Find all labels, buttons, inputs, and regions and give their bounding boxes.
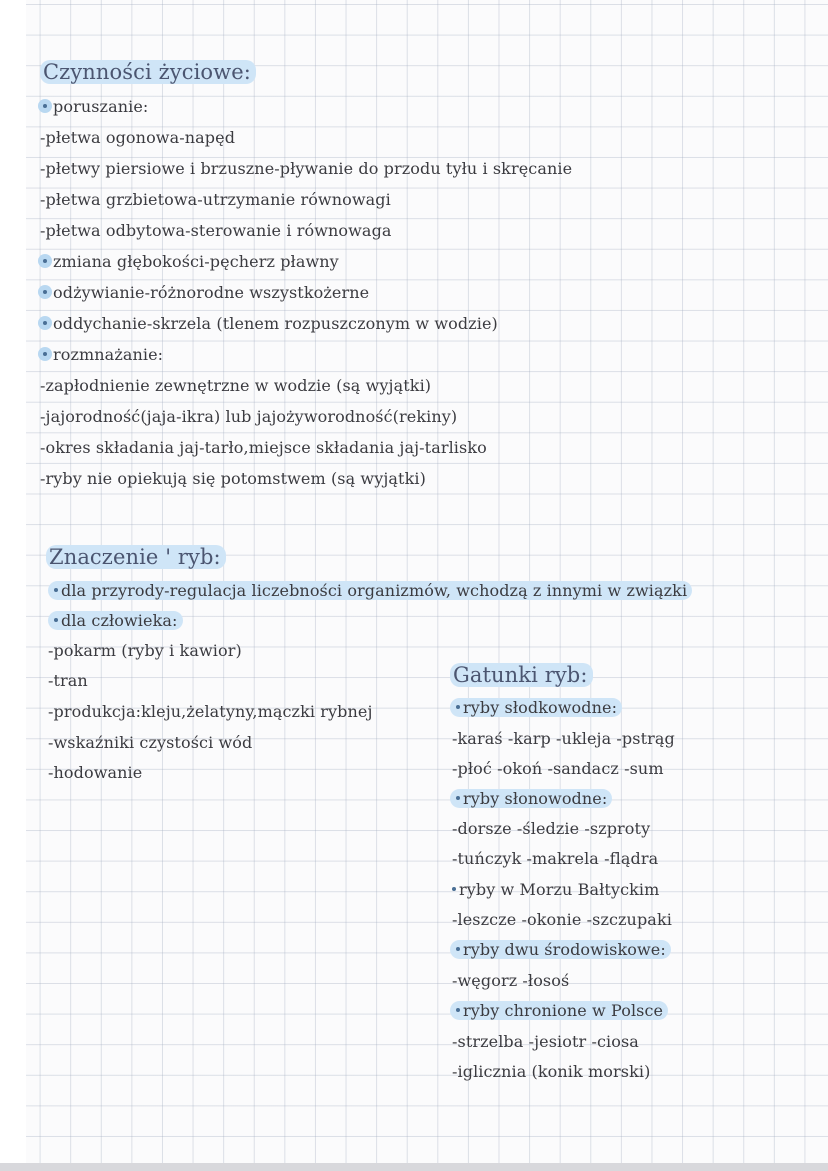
list-item: -hodowanie	[48, 763, 143, 782]
list-item: -ryby nie opiekują się potomstwem (są wyjątki)	[40, 469, 426, 488]
bullet-icon	[456, 705, 460, 709]
section-title-czynnosci: Czynności życiowe:	[40, 58, 256, 86]
bullet-icon	[38, 285, 52, 299]
list-item: -leszcze -okonie -szczupaki	[452, 910, 672, 929]
bullet-icon	[456, 796, 460, 800]
list-item: -pokarm (ryby i kawior)	[48, 641, 242, 660]
bullet-item: ryby dwu środowiskowe:	[450, 939, 671, 961]
bullet-icon	[54, 588, 58, 592]
list-item: -płetwy piersiowe i brzuszne-pływanie do przodu tyłu i skręcanie	[40, 159, 573, 178]
section-title-gatunki: Gatunki ryb:	[450, 661, 593, 689]
list-item: -strzelba -jesiotr -ciosa	[452, 1032, 639, 1051]
bullet-item: dla przyrody-regulacja liczebności organizmów, wchodzą z innymi w związki	[48, 580, 692, 602]
list-item: -okres składania jaj-tarło,miejsce składania jaj-tarlisko	[40, 438, 487, 457]
bullet-item: odżywianie-różnorodne wszystkożerne	[38, 282, 369, 304]
bullet-item: zmiana głębokości-pęcherz pławny	[38, 251, 339, 273]
bullet-icon	[452, 887, 456, 891]
bullet-item: poruszanie:	[38, 96, 148, 118]
list-item: -płetwa odbytowa-sterowanie i równowaga	[40, 221, 392, 240]
list-item: -iglicznia (konik morski)	[452, 1062, 651, 1081]
bullet-item: ryby w Morzu Bałtyckim	[452, 879, 659, 901]
bullet-item: ryby słodkowodne:	[450, 697, 622, 719]
list-item: -węgorz -łosoś	[452, 971, 570, 990]
list-item: -zapłodnienie zewnętrzne w wodzie (są wyjątki)	[40, 376, 432, 395]
bullet-icon	[38, 99, 52, 113]
bullet-icon	[54, 618, 58, 622]
section-title-znaczenie: Znaczenie ' ryb:	[46, 543, 226, 571]
bullet-item: ryby chronione w Polsce	[450, 1000, 668, 1022]
bullet-icon	[38, 254, 52, 268]
list-item: -karaś -karp -ukleja -pstrąg	[452, 729, 675, 748]
list-item: -tran	[48, 671, 88, 690]
bullet-icon	[38, 347, 52, 361]
list-item: -płetwa ogonowa-napęd	[40, 128, 236, 147]
list-item: -tuńczyk -makrela -flądra	[452, 849, 659, 868]
list-item: -płoć -okoń -sandacz -sum	[452, 759, 664, 778]
bullet-item: oddychanie-skrzela (tlenem rozpuszczonym w wodzie)	[38, 313, 498, 335]
bullet-icon	[38, 316, 52, 330]
bullet-item: ryby słonowodne:	[450, 788, 612, 810]
bullet-item: dla człowieka:	[48, 610, 183, 632]
bullet-icon	[456, 1008, 460, 1012]
list-item: -dorsze -śledzie -szproty	[452, 819, 651, 838]
bullet-item: rozmnażanie:	[38, 344, 163, 366]
bullet-icon	[456, 947, 460, 951]
list-item: -jajorodność(jaja-ikra) lub jajożyworodność(rekiny)	[40, 407, 458, 426]
list-item: -wskaźniki czystości wód	[48, 733, 253, 752]
list-item: -produkcja:kleju,żelatyny,mączki rybnej	[48, 702, 373, 721]
list-item: -płetwa grzbietowa-utrzymanie równowagi	[40, 190, 391, 209]
